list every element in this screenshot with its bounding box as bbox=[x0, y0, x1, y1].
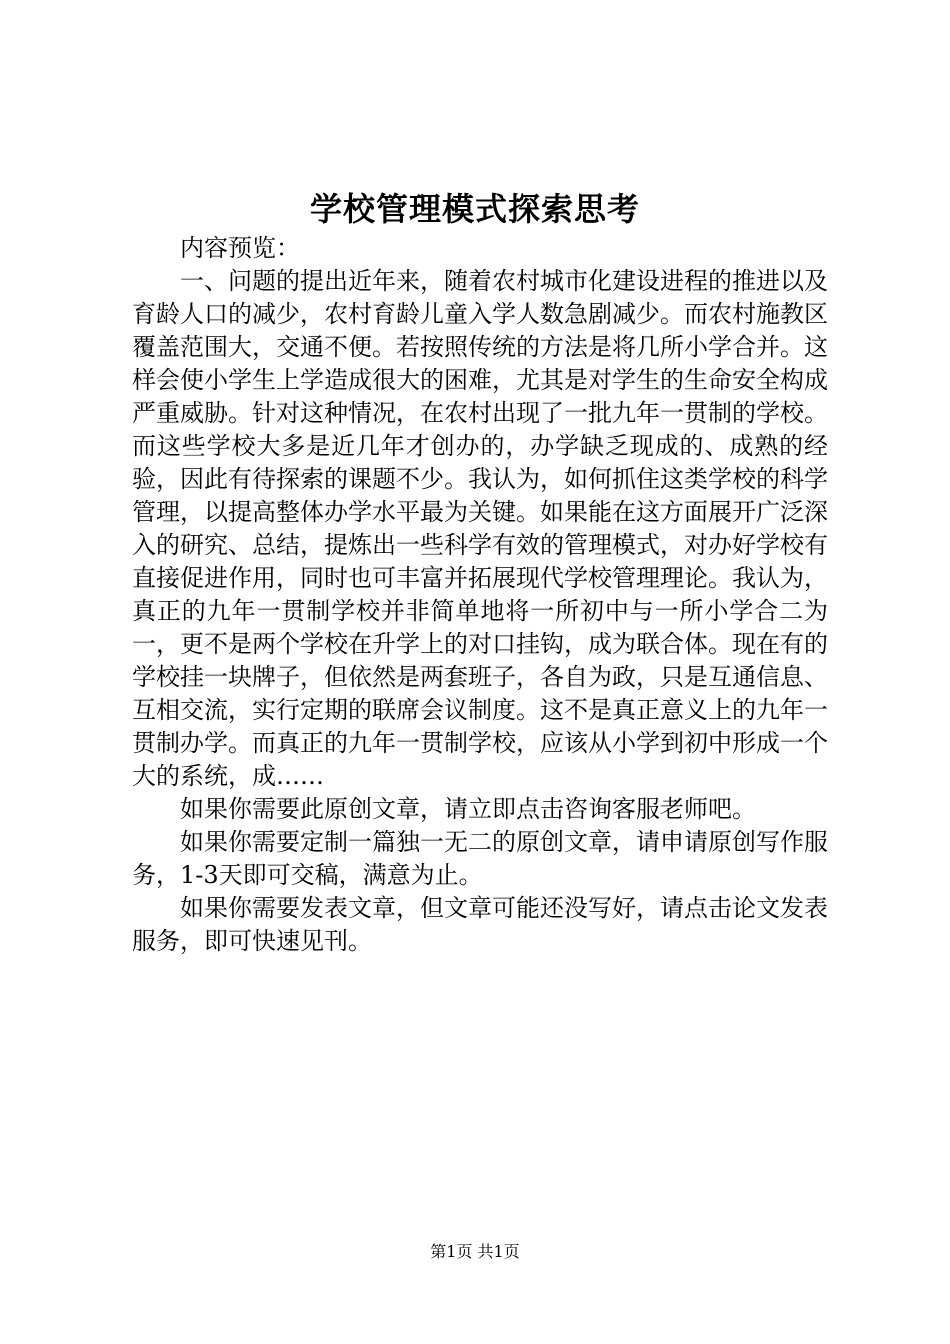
preview-label: 内容预览： bbox=[180, 234, 300, 262]
custom-writing-paragraph: 如果你需要定制一篇独一无二的原创文章，请申请原创写作服务，1-3天即可交稿，满意为止。 bbox=[132, 828, 828, 889]
document-body bbox=[132, 232, 828, 958]
publishing-service-paragraph: 如果你需要发表文章，但文章可能还没写好，请点击论文发表服务，即可快速见刊。 bbox=[132, 894, 828, 955]
preview-paragraph: 一、问题的提出近年来，随着农村城市化建设进程的推进以及育龄人口的减少，农村育龄儿童入学人数急剧减少。而农村施教区覆盖范围大，交通不便。若按照传统的方法是将几所小学合并。这样会使小学生上学造成很大的困难，尤其是对学生的生命安全构成严重威胁。针对这种情况，在农村出现了一批九年一贯制的学校。而这些学校大多是近几年才创办的，办学缺乏现成的、成熟的经验，因此有待探索的课题不少。我认为，如何抓住这类学校的科学管理，以提高整体办学水平最为关键。如果能在这方面展开广泛深入的研究、总结，提炼出一些科学有效的管理模式，对办好学校有直接促进作用，同时也可丰富并拓展现代学校管理理论。我认为，真正的九年一贯制学校并非简单地将一所初中与一所小学合二为一，更不是两个学校在升学上的对口挂钩，成为联合体。现在有的学校挂一块牌子，但依然是两套班子，各自为政，只是互通信息、互相交流，实行定期的联席会议制度。这不是真正意义上的九年一贯制办学。而真正的九年一贯制学校，应该从小学到初中形成一个大的系统，成…… bbox=[132, 267, 828, 790]
document-title: 学校管理模式探索思考 bbox=[309, 190, 640, 228]
contact-service-paragraph: 如果你需要此原创文章，请立即点击咨询客服老师吧。 bbox=[180, 795, 756, 823]
page-number-footer: 第1页 共1页 bbox=[430, 1242, 520, 1261]
